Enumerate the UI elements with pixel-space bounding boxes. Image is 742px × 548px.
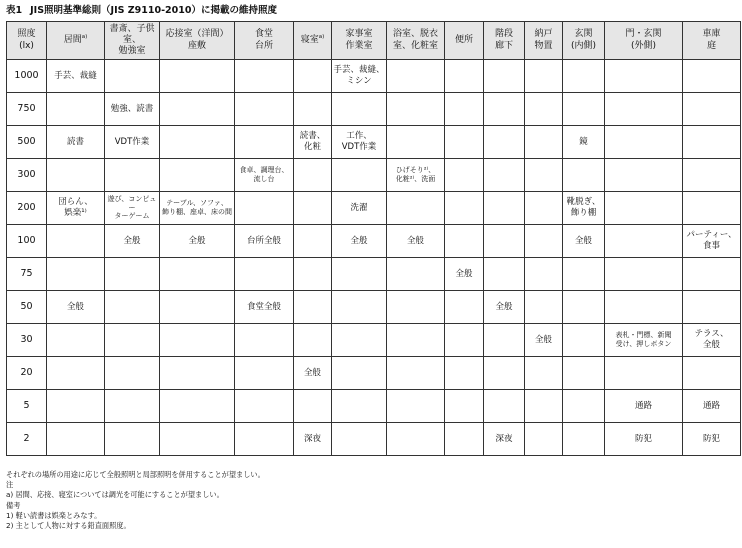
cell-text-line: 鏡 — [579, 136, 588, 147]
table-cell — [235, 258, 294, 291]
header-room-9 — [484, 22, 525, 60]
illuminance-value: 750 — [7, 93, 47, 126]
table-cell — [445, 258, 484, 291]
table-cell — [105, 60, 160, 93]
header-room-2 — [105, 22, 160, 60]
table-cell — [160, 225, 235, 258]
table-cell — [605, 324, 683, 357]
table-cell — [47, 159, 105, 192]
cell-text-line: 全般 — [534, 334, 552, 345]
table-cell — [563, 93, 605, 126]
table-cell — [47, 423, 105, 456]
table-cell — [387, 423, 445, 456]
table-cell — [47, 390, 105, 423]
table-row — [7, 324, 741, 357]
table-cell — [387, 192, 445, 225]
table-cell — [484, 423, 525, 456]
table-cell — [387, 93, 445, 126]
footnote-line: 1) 軽い読書は娯楽とみなす。 — [6, 510, 102, 520]
cell-text-line: 通路 — [634, 400, 652, 411]
table-cell — [605, 60, 683, 93]
footnotes — [6, 470, 265, 531]
table-cell — [683, 357, 741, 390]
table-cell — [160, 159, 235, 192]
footnote-line: 2) 主として人物に対する鉛直面照度。 — [6, 521, 131, 531]
cell-text-line: 表札・門標、新聞 — [615, 331, 672, 340]
header-footnote-marker: a) — [81, 33, 88, 40]
table-cell — [484, 93, 525, 126]
table-cell — [160, 423, 235, 456]
table-cell — [445, 93, 484, 126]
table-cell — [387, 126, 445, 159]
table-cell — [445, 390, 484, 423]
cell-text-line: ひげそり²⁾、 — [395, 166, 436, 175]
table-row — [7, 126, 741, 159]
illuminance-value: 20 — [7, 357, 47, 390]
cell-text-line: 工作、 — [346, 131, 372, 142]
table-cell — [683, 93, 741, 126]
table-cell — [160, 258, 235, 291]
table-cell — [563, 291, 605, 324]
table-cell — [47, 192, 105, 225]
table-cell — [332, 258, 387, 291]
table-cell — [294, 60, 332, 93]
table-cell — [294, 192, 332, 225]
table-body — [7, 60, 741, 456]
table-cell — [294, 258, 332, 291]
header-room-4 — [235, 22, 294, 60]
table-cell — [332, 93, 387, 126]
table-title-text: JIS照明基準総則（JIS Z9110-2010）に掲載の維持照度 — [30, 5, 277, 16]
cell-text-line: VDT作業 — [114, 136, 150, 147]
illuminance-value: 200 — [7, 192, 47, 225]
table-cell — [605, 291, 683, 324]
table-cell — [160, 60, 235, 93]
cell-text-line: 深夜 — [495, 433, 513, 444]
table-row — [7, 258, 741, 291]
table-cell — [525, 126, 563, 159]
table-cell — [235, 225, 294, 258]
table-cell — [47, 60, 105, 93]
table-cell — [105, 357, 160, 390]
table-cell — [332, 390, 387, 423]
table-cell — [563, 192, 605, 225]
table-title — [6, 2, 277, 16]
header-room-1 — [47, 22, 105, 60]
cell-text-line: 全般 — [66, 301, 84, 312]
illuminance-value: 500 — [7, 126, 47, 159]
table-cell — [294, 159, 332, 192]
table-cell — [683, 192, 741, 225]
cell-text-line: ミシン — [346, 76, 372, 86]
cell-text-line: 全般 — [406, 235, 424, 246]
table-row — [7, 225, 741, 258]
table-cell — [605, 390, 683, 423]
cell-text-line: 流し台 — [253, 175, 275, 183]
table-cell — [484, 225, 525, 258]
table-cell — [235, 159, 294, 192]
table-cell — [294, 126, 332, 159]
table-cell — [605, 192, 683, 225]
cell-text-line: テーブル、ソファ、 — [166, 199, 228, 208]
table-cell — [445, 126, 484, 159]
table-cell — [105, 324, 160, 357]
cell-text-line: 全般 — [188, 235, 206, 246]
table-row — [7, 291, 741, 324]
table-cell — [387, 324, 445, 357]
cell-text-line: 浴室、脱衣 — [392, 29, 438, 40]
cell-text-line: 勉強、読書 — [110, 103, 154, 114]
table-cell — [105, 291, 160, 324]
table-cell — [525, 192, 563, 225]
table-cell — [294, 390, 332, 423]
cell-text-line: 廊下 — [494, 40, 513, 51]
cell-text-line: 納戸 — [534, 29, 553, 40]
table-row — [7, 390, 741, 423]
table-cell — [235, 60, 294, 93]
cell-text-line: 読書 — [66, 136, 84, 147]
cell-text-line: 室、化粧室 — [392, 40, 438, 51]
table-cell — [484, 192, 525, 225]
cell-text-line: 化粧 — [303, 142, 321, 152]
table-cell — [235, 126, 294, 159]
table-cell — [683, 60, 741, 93]
cell-text-line: 読書、 — [299, 131, 326, 142]
header-room-13 — [683, 22, 741, 60]
table-cell — [484, 60, 525, 93]
table-cell — [445, 423, 484, 456]
illuminance-value: 50 — [7, 291, 47, 324]
cell-text-line: 座敷 — [187, 40, 206, 51]
cell-text-line: VDT作業 — [341, 142, 377, 152]
table-cell — [235, 390, 294, 423]
cell-text-line: (lx) — [19, 40, 34, 51]
cell-text-line: 玄関 — [574, 29, 593, 40]
table-cell — [332, 324, 387, 357]
table-cell — [235, 93, 294, 126]
table-cell — [605, 258, 683, 291]
table-cell — [525, 324, 563, 357]
cell-text-line: 勉強室 — [118, 46, 146, 57]
table-cell — [160, 126, 235, 159]
table-cell — [525, 258, 563, 291]
table-cell — [332, 126, 387, 159]
table-cell — [235, 192, 294, 225]
table-cell — [445, 225, 484, 258]
table-cell — [605, 93, 683, 126]
cell-text-line: 書斎、子供室、 — [109, 23, 155, 45]
table-cell — [563, 258, 605, 291]
cell-text-line: 食事 — [702, 241, 720, 251]
cell-text-line: 食堂全般 — [246, 301, 281, 312]
table-cell — [294, 357, 332, 390]
cell-text-line: 食卓、調理台、 — [239, 166, 289, 175]
cell-text-line: 飾り棚 — [570, 208, 597, 218]
cell-text-line: 遊び、コンピュー — [107, 194, 157, 212]
table-cell — [683, 423, 741, 456]
cell-text-line: 手芸、裁縫 — [54, 70, 97, 81]
cell-text-line: 階段 — [494, 29, 513, 40]
header-row — [7, 22, 741, 60]
table-row — [7, 423, 741, 456]
cell-text-line: 照度 — [17, 29, 36, 40]
illuminance-value: 75 — [7, 258, 47, 291]
table-row — [7, 93, 741, 126]
table-cell — [105, 93, 160, 126]
cell-text-line: 便所 — [454, 34, 473, 45]
table-cell — [160, 390, 235, 423]
table-cell — [47, 324, 105, 357]
table-cell — [235, 291, 294, 324]
table-cell — [235, 324, 294, 357]
table-cell — [332, 192, 387, 225]
cell-text-line: 全般 — [455, 268, 473, 279]
cell-text-line: 団らん、 — [58, 197, 93, 208]
table-cell — [160, 93, 235, 126]
table-cell — [105, 423, 160, 456]
table-cell — [235, 357, 294, 390]
table-cell — [387, 60, 445, 93]
illuminance-value: 300 — [7, 159, 47, 192]
table-cell — [235, 423, 294, 456]
table-cell — [332, 225, 387, 258]
table-cell — [387, 390, 445, 423]
table-cell — [294, 93, 332, 126]
header-room-7 — [387, 22, 445, 60]
table-cell — [563, 60, 605, 93]
header-room-8 — [445, 22, 484, 60]
table-cell — [105, 159, 160, 192]
cell-text-line: 門・玄関 — [625, 29, 662, 40]
table-cell — [484, 390, 525, 423]
table-cell — [332, 291, 387, 324]
table-cell — [47, 93, 105, 126]
table-cell — [160, 357, 235, 390]
header-room-5 — [294, 22, 332, 60]
cell-text-line: 深夜 — [303, 433, 321, 444]
cell-text-line: 全般 — [303, 367, 321, 378]
illuminance-value: 5 — [7, 390, 47, 423]
table-cell — [445, 159, 484, 192]
table-row — [7, 159, 741, 192]
cell-text-line: 応接室（洋間） — [165, 29, 229, 40]
header-footnote-marker: a) — [318, 33, 325, 40]
table-cell — [563, 126, 605, 159]
table-cell — [525, 357, 563, 390]
table-cell — [525, 390, 563, 423]
table-cell — [47, 258, 105, 291]
table-cell — [525, 159, 563, 192]
table-cell — [387, 225, 445, 258]
table-cell — [605, 225, 683, 258]
table-cell — [294, 324, 332, 357]
table-cell — [683, 324, 741, 357]
table-cell — [563, 423, 605, 456]
cell-text-line: 庭 — [706, 40, 716, 51]
footnote-line: 備考 — [6, 500, 21, 510]
header-room-10 — [525, 22, 563, 60]
table-row — [7, 192, 741, 225]
table-cell — [563, 159, 605, 192]
table-cell — [605, 423, 683, 456]
header-illuminance — [7, 22, 47, 60]
cell-text-line: 台所全般 — [246, 235, 281, 246]
footnote-line: 注 — [6, 480, 14, 490]
table-cell — [525, 423, 563, 456]
table-cell — [105, 126, 160, 159]
cell-text-line: 飾り棚、座卓、床の間 — [162, 208, 232, 216]
table-cell — [294, 225, 332, 258]
table-cell — [445, 357, 484, 390]
table-cell — [332, 423, 387, 456]
table-cell — [160, 291, 235, 324]
table-cell — [160, 192, 235, 225]
cell-text-line: 化粧²⁾、洗面 — [395, 175, 436, 183]
table-cell — [605, 159, 683, 192]
header-room-3 — [160, 22, 235, 60]
cell-text-line: 居間 — [63, 34, 82, 45]
table-cell — [105, 258, 160, 291]
table-cell — [484, 357, 525, 390]
table-cell — [683, 291, 741, 324]
illuminance-value: 30 — [7, 324, 47, 357]
cell-text-line: テラス、 — [694, 329, 729, 340]
cell-text-line: 全般 — [574, 235, 592, 246]
table-cell — [445, 324, 484, 357]
table-cell — [484, 159, 525, 192]
table-cell — [605, 357, 683, 390]
cell-text-line: 物置 — [534, 40, 553, 51]
table-cell — [484, 324, 525, 357]
header-room-11 — [563, 22, 605, 60]
table-cell — [47, 357, 105, 390]
cell-text-line: ターゲーム — [114, 212, 150, 221]
footnote-line: それぞれの場所の用途に応じて全般照明と局部照明を併用することが望ましい。 — [6, 470, 265, 479]
cell-text-line: (外側) — [630, 40, 657, 51]
table-cell — [294, 423, 332, 456]
cell-text-line: 靴脱ぎ、 — [566, 197, 601, 208]
cell-text-line: 防犯 — [702, 433, 720, 444]
cell-text-line: 洗濯 — [350, 202, 368, 213]
cell-text-line: 通路 — [702, 400, 720, 411]
table-cell — [484, 126, 525, 159]
table-number: 表1 — [6, 5, 23, 16]
table-cell — [563, 357, 605, 390]
table-cell — [605, 126, 683, 159]
table-cell — [105, 390, 160, 423]
table-cell — [387, 159, 445, 192]
cell-text-line: 全般 — [495, 301, 513, 312]
cell-text-line: 台所 — [254, 40, 273, 51]
illuminance-value: 100 — [7, 225, 47, 258]
cell-text-line: (内側) — [570, 40, 597, 51]
table-cell — [445, 60, 484, 93]
table-row — [7, 357, 741, 390]
cell-text-line: 受け、押しボタン — [615, 340, 672, 348]
table-cell — [525, 291, 563, 324]
cell-text-line: 寝室 — [300, 34, 319, 45]
illuminance-value: 1000 — [7, 60, 47, 93]
table-cell — [332, 159, 387, 192]
table-cell — [683, 159, 741, 192]
cell-text-line: 防犯 — [634, 433, 652, 444]
illuminance-value: 2 — [7, 423, 47, 456]
illuminance-table — [6, 21, 741, 456]
cell-text-line: 手芸、裁縫、 — [333, 65, 385, 76]
header-room-12 — [605, 22, 683, 60]
cell-text-line: 家事室 — [345, 29, 373, 40]
table-cell — [445, 291, 484, 324]
table-cell — [160, 324, 235, 357]
cell-text-line: 全般 — [702, 340, 720, 350]
table-cell — [387, 357, 445, 390]
table-cell — [563, 390, 605, 423]
table-cell — [525, 93, 563, 126]
table-cell — [683, 390, 741, 423]
table-cell — [47, 225, 105, 258]
table-cell — [445, 192, 484, 225]
table-cell — [332, 357, 387, 390]
header-room-6 — [332, 22, 387, 60]
cell-text-line: 全般 — [123, 235, 141, 246]
table-cell — [563, 324, 605, 357]
cell-text-line: 車庫 — [702, 29, 721, 40]
table-cell — [484, 258, 525, 291]
table-cell — [525, 225, 563, 258]
cell-text-line: 全般 — [350, 235, 368, 246]
table-cell — [105, 225, 160, 258]
table-cell — [47, 291, 105, 324]
table-cell — [387, 258, 445, 291]
cell-text-line: 娯楽¹⁾ — [64, 208, 87, 218]
table-cell — [294, 291, 332, 324]
footnote-line: a) 居間、応接、寝室については調光を可能にすることが望ましい。 — [6, 490, 224, 500]
table-cell — [525, 60, 563, 93]
cell-text-line: 食堂 — [254, 29, 273, 40]
table-cell — [563, 225, 605, 258]
table-cell — [683, 126, 741, 159]
table-cell — [484, 291, 525, 324]
table-cell — [683, 225, 741, 258]
table-row — [7, 60, 741, 93]
cell-text-line: パーティー、 — [686, 230, 737, 241]
table-cell — [105, 192, 160, 225]
table-cell — [332, 60, 387, 93]
table-cell — [683, 258, 741, 291]
table-cell — [47, 126, 105, 159]
cell-text-line: 作業室 — [345, 40, 373, 51]
table-cell — [387, 291, 445, 324]
